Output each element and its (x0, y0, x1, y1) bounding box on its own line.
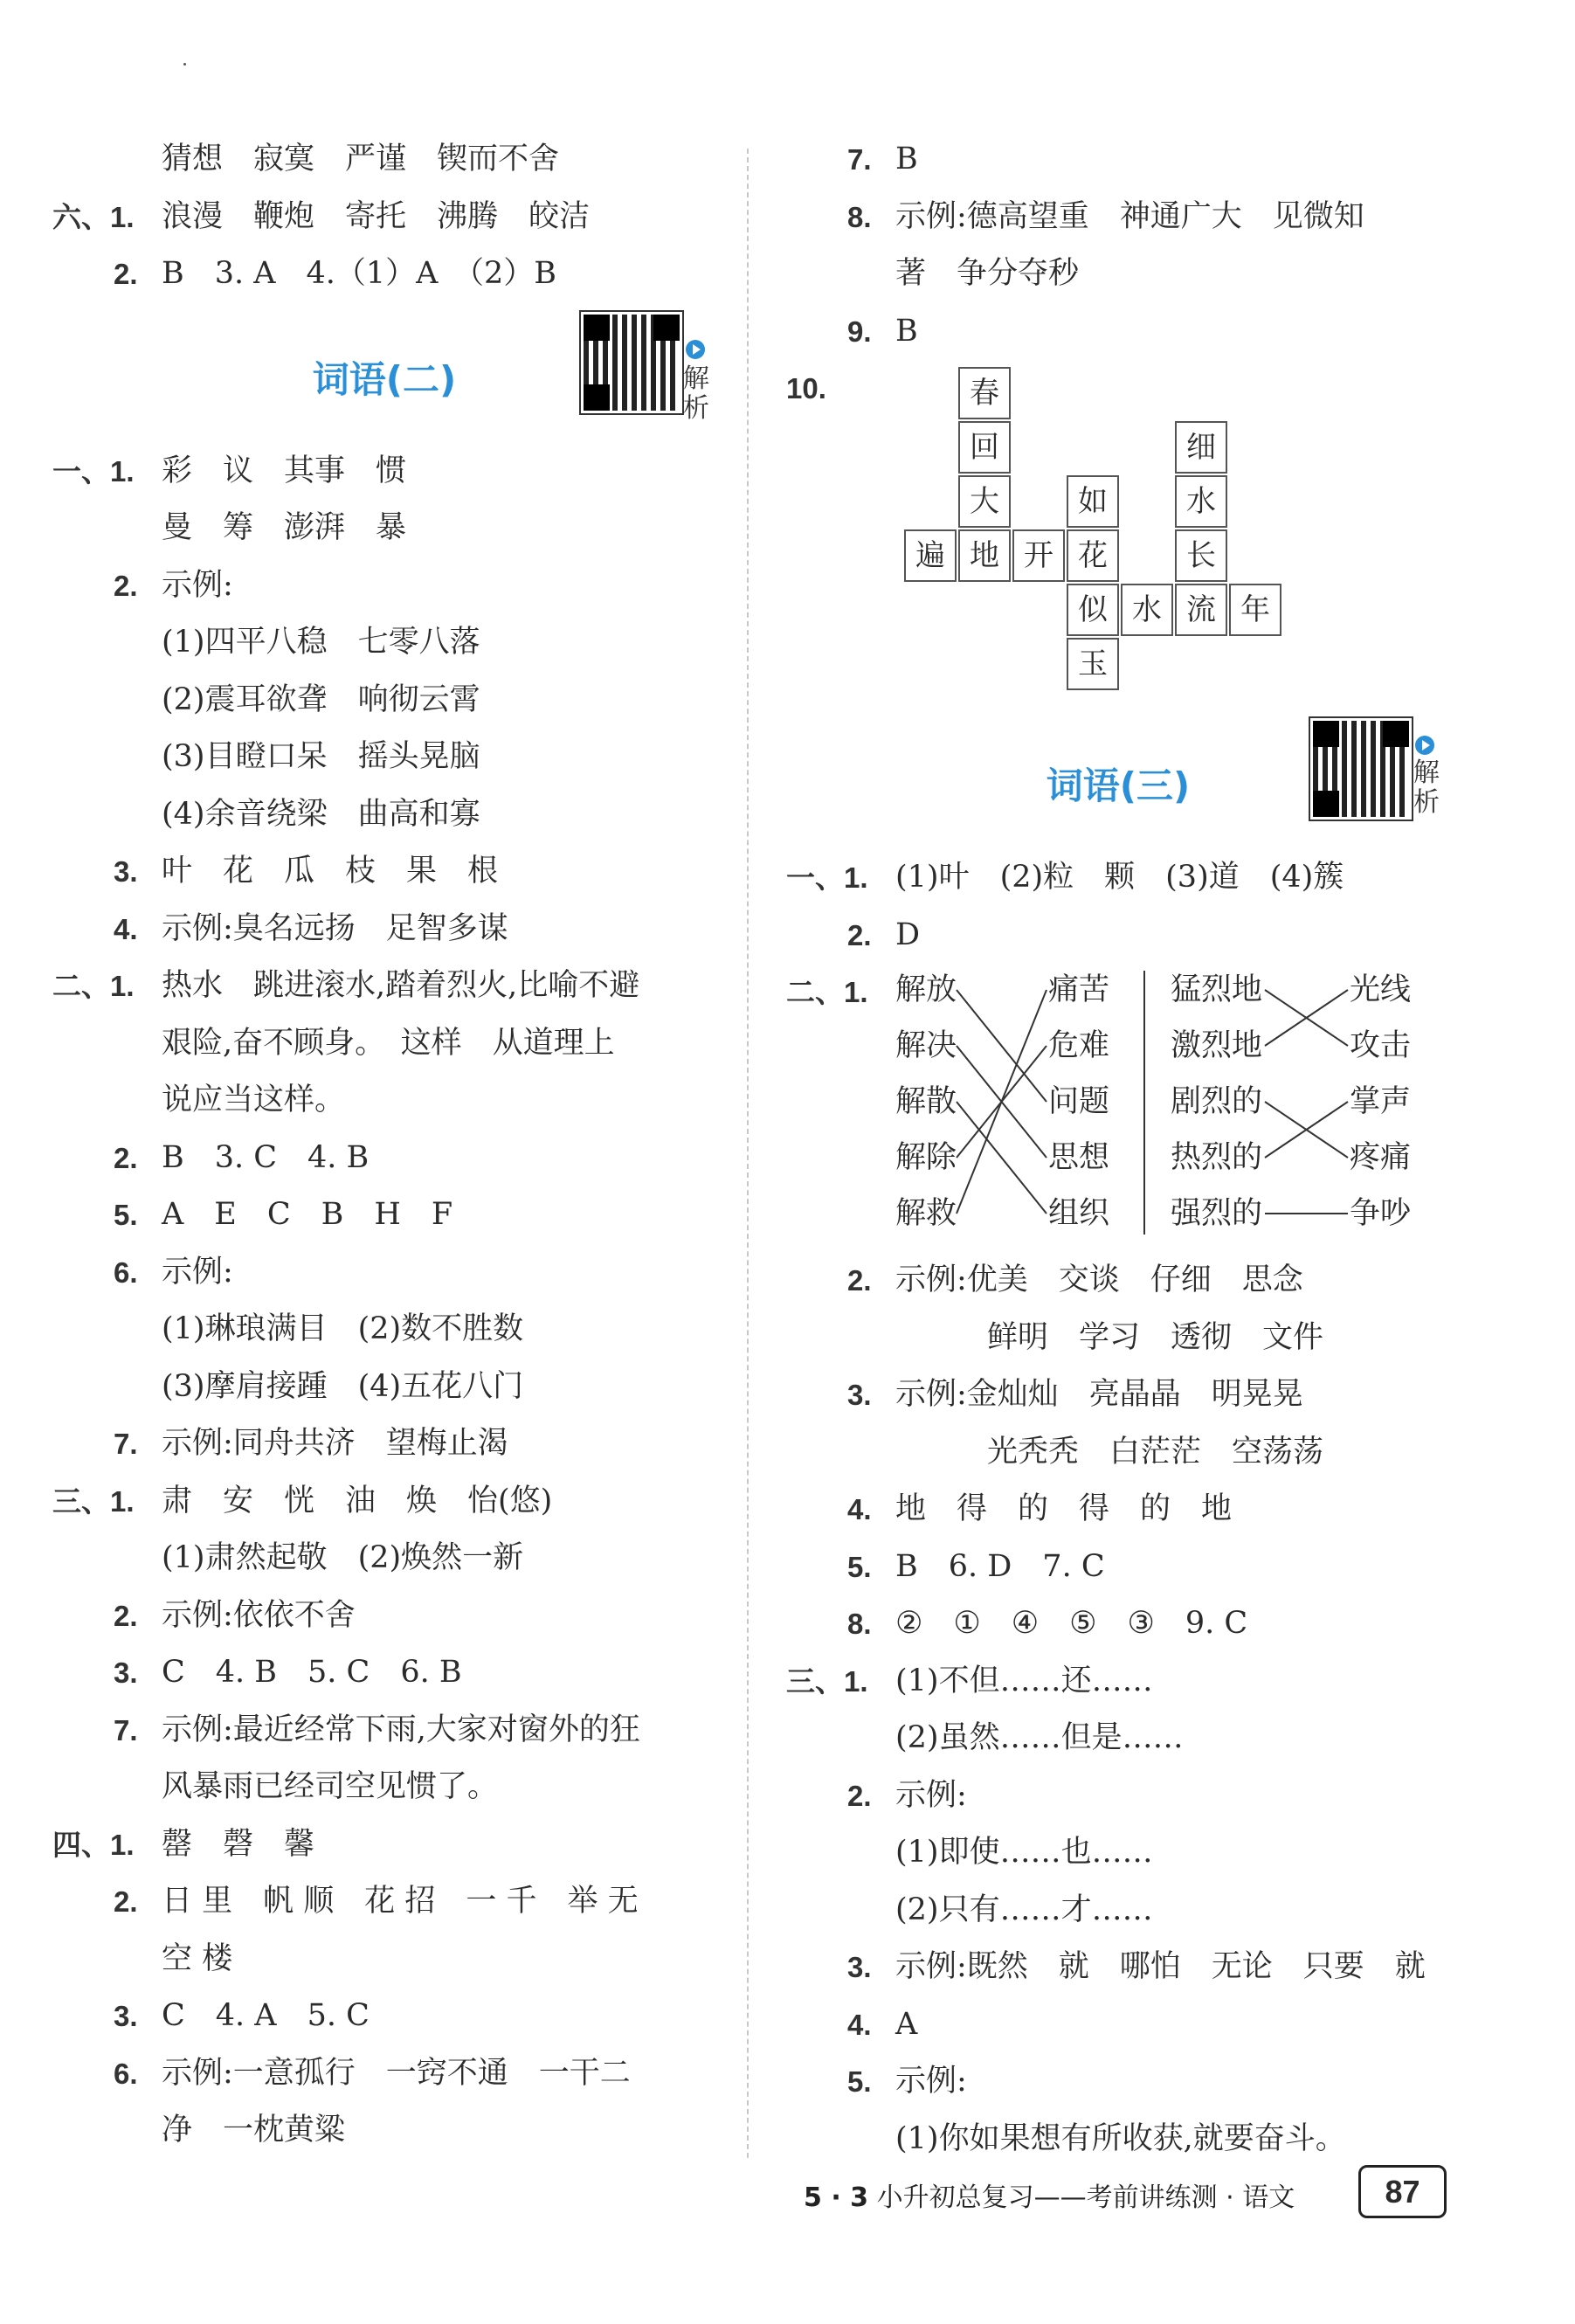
answer-text: 罄 磬 馨 (162, 1826, 315, 1862)
answer-line (52, 672, 716, 730)
left-top-answers (52, 131, 716, 303)
answer-text: 示例:臭名远扬 足智多谋 (162, 910, 508, 946)
answer-text: 示例: (895, 2064, 967, 2099)
word-matching (786, 964, 1450, 1252)
answer-text: 日 里 帆 顺 花 招 一 千 举 无 (162, 1884, 639, 1919)
question-number: 2. (114, 569, 138, 602)
right-answer-list-a (786, 849, 1450, 964)
answer-line (786, 1595, 1450, 1653)
answer-line (786, 1882, 1450, 1940)
crossword-cell: 回 (958, 421, 1011, 474)
match-line (957, 990, 1047, 1214)
answer-line (52, 2102, 716, 2160)
answer-text: (1)叶 (2)粒 颗 (3)道 (4)簇 (895, 860, 1344, 895)
answer-line (786, 2053, 1450, 2111)
crossword-puzzle (786, 360, 1450, 709)
play-icon (1415, 736, 1434, 755)
answer-text: (2)虽然……但是…… (895, 1720, 1184, 1755)
answer-text: (1)不但……还…… (895, 1663, 1153, 1698)
question-number: 三、1. (786, 1664, 868, 1698)
left-answer-list (52, 443, 716, 2160)
question-number: 3. (114, 2000, 138, 2032)
answer-text: 示例:优美 交谈 仔细 思念 (895, 1262, 1303, 1297)
question-number: 6. (114, 1255, 138, 1289)
question-number: 5. (847, 2065, 872, 2098)
crossword-cell: 如 (1067, 475, 1119, 528)
crossword-cell: 春 (958, 367, 1011, 419)
match-word: 问题 (1048, 1084, 1110, 1119)
answer-line (786, 1653, 1450, 1711)
qr-label: 解析 (1413, 757, 1440, 818)
match-word: 危难 (1048, 1028, 1110, 1063)
answer-line (52, 2045, 716, 2103)
match-line (957, 990, 1047, 1102)
match-word: 攻击 (1350, 1028, 1412, 1063)
answer-text: 示例: (162, 1254, 233, 1290)
answer-text: (1)琳琅满目 (2)数不胜数 (162, 1311, 524, 1346)
match-word: 痛苦 (1048, 972, 1110, 1007)
answer-line (52, 1130, 716, 1187)
answer-text: 净 一枕黄粱 (162, 2113, 346, 2148)
match-word: 掌声 (1350, 1084, 1412, 1119)
answer-text: (1)肃然起敬 (2)焕然一新 (162, 1540, 524, 1575)
answer-text: B 3. C 4. B (162, 1139, 370, 1175)
question-number: 2. (847, 1264, 872, 1297)
crossword-cell: 玉 (1067, 638, 1119, 690)
question-number: 3. (847, 1379, 872, 1411)
question-number: 一、1. (52, 454, 135, 488)
crossword-cell: 开 (1012, 529, 1065, 582)
answer-line (52, 1244, 716, 1302)
answer-text: 示例: (162, 567, 233, 603)
answer-text: (2)只有……才…… (895, 1892, 1153, 1927)
match-word: 解救 (895, 1196, 957, 1231)
answer-text: A (895, 2006, 918, 2042)
answer-text: 叶 花 瓜 枝 果 根 (162, 854, 499, 889)
answer-text: (1)你如果想有所收获,就要奋斗。 (895, 2120, 1346, 2156)
answer-line (52, 1587, 716, 1645)
question-number: 7. (847, 143, 872, 176)
crossword-cell: 地 (958, 529, 1011, 582)
answer-text: (1)四平八稳 七零八落 (162, 625, 480, 660)
crossword-cell: 流 (1175, 584, 1227, 636)
question-number: 3. (847, 1951, 872, 1983)
answer-line (786, 246, 1450, 303)
right-column (786, 131, 1450, 2168)
answer-text: (4)余音绕梁 曲高和寡 (162, 796, 480, 832)
match-word: 组织 (1048, 1196, 1110, 1231)
answer-line (52, 1015, 716, 1073)
answer-text: ② ① ④ ⑤ ③ 9. C (895, 1606, 1248, 1641)
question-number: 一、1. (786, 861, 868, 894)
question-number: 二、1. (52, 970, 135, 1002)
answer-text: (3)摩肩接踵 (4)五花八门 (162, 1368, 524, 1404)
answer-line (786, 1996, 1450, 2054)
answer-line (52, 246, 716, 303)
answer-line (786, 849, 1450, 907)
answer-line (52, 1988, 716, 2045)
answer-line (52, 131, 716, 189)
question-number: 3. (114, 1657, 138, 1689)
section-header-3 (786, 709, 1450, 849)
answer-line (786, 1252, 1450, 1310)
answer-line (52, 1415, 716, 1473)
answer-text: 空 楼 (162, 1940, 233, 1976)
question-number: 8. (847, 200, 872, 233)
match-word: 猛烈地 (1171, 972, 1263, 1007)
page-number: 87 (1358, 2165, 1447, 2218)
answer-line (52, 1473, 716, 1531)
crossword-cell: 大 (958, 475, 1011, 528)
answer-text: 示例:依依不舍 (162, 1597, 356, 1633)
answer-line (52, 500, 716, 557)
qr-code-icon[interactable] (581, 312, 682, 413)
answer-text: 说应当这样。 (162, 1082, 346, 1117)
answer-line (52, 901, 716, 958)
answer-text: 地 得 的 得 的 地 (895, 1491, 1233, 1526)
answer-line (52, 1301, 716, 1359)
answer-text: 光秃秃 白茫茫 空荡荡 (895, 1434, 1324, 1470)
match-word: 思想 (1048, 1140, 1110, 1175)
answer-line (786, 303, 1450, 361)
answer-text: 浪漫 鞭炮 寄托 沸腾 皎洁 (162, 198, 591, 234)
crossword-cell: 水 (1175, 475, 1227, 528)
question-number: 2. (114, 1599, 138, 1632)
answer-text: 曼 筹 澎湃 暴 (162, 510, 407, 545)
qr-code-icon[interactable] (1310, 718, 1412, 820)
question-number: 四、1. (52, 1828, 135, 1861)
answer-line (52, 1931, 716, 1989)
crossword-cell: 似 (1067, 584, 1119, 636)
answer-text: 彩 议 其事 惯 (162, 453, 407, 488)
answer-line (52, 843, 716, 901)
answer-text: D (895, 916, 921, 952)
answer-line (786, 1824, 1450, 1882)
qr-label: 解析 (683, 363, 709, 424)
answer-text: C 4. B 5. C 6. B (162, 1655, 462, 1690)
answer-text: (3)目瞪口呆 摇头晃脑 (162, 739, 480, 774)
match-label: 二、1. (786, 976, 868, 1008)
section-title: 词语(二) (312, 357, 457, 401)
question-number: 6. (114, 2057, 138, 2090)
answer-line (786, 1767, 1450, 1825)
footer (804, 2175, 1295, 2214)
crossword-cell: 年 (1229, 584, 1281, 636)
answer-line (786, 1366, 1450, 1424)
question-number: 4. (847, 2008, 872, 2041)
match-word: 解除 (895, 1140, 957, 1175)
question-number: 4. (114, 912, 138, 945)
answer-text: 示例: (895, 1777, 967, 1813)
answer-text: 示例:最近经常下雨,大家对窗外的狂 (162, 1712, 640, 1747)
section-title: 词语(三) (1046, 764, 1191, 807)
question-number: 2. (114, 1885, 138, 1918)
answer-text: 示例:德高望重 神通广大 见微知 (895, 198, 1364, 234)
answer-text: 艰险,奋不顾身。 这样 从道理上 (162, 1025, 615, 1061)
answer-text: A E C B H F (162, 1197, 453, 1232)
right-top-answers (786, 131, 1450, 360)
match-word: 剧烈的 (1171, 1084, 1263, 1119)
answer-text: 猜想 寂寞 严谨 锲而不舍 (162, 142, 560, 176)
answer-text: (1)即使……也…… (895, 1835, 1153, 1870)
book-title: 小升初总复习——考前讲练测 · 语文 (876, 2182, 1295, 2213)
crossword-cell: 花 (1067, 529, 1119, 582)
answer-line (52, 786, 716, 844)
crossword-cell: 水 (1121, 584, 1173, 636)
answer-text: B 3. A 4.（1）A （2）B (162, 256, 556, 291)
crossword-cell: 遍 (904, 529, 957, 582)
answer-line (786, 189, 1450, 246)
scan-dot (183, 63, 186, 66)
answer-text: 示例:同舟共济 望梅止渴 (162, 1426, 508, 1461)
match-word: 疼痛 (1350, 1140, 1412, 1175)
answer-line (786, 2111, 1450, 2168)
match-lines (786, 964, 1450, 1252)
answer-text: 著 争分夺秒 (895, 256, 1080, 291)
answer-line (52, 1873, 716, 1931)
answer-line (52, 1702, 716, 1760)
left-column (52, 131, 716, 2160)
answer-line (52, 443, 716, 501)
match-word: 解放 (895, 972, 957, 1007)
question-number: 5. (114, 1199, 138, 1231)
answer-line (52, 1072, 716, 1130)
answer-line (786, 1424, 1450, 1482)
question-number: 9. (847, 315, 872, 348)
match-word: 争吵 (1350, 1196, 1412, 1231)
answer-line (52, 1644, 716, 1702)
question-number: 3. (114, 855, 138, 888)
answer-line (52, 189, 716, 246)
answer-text: B 6. D 7. C (895, 1548, 1105, 1584)
question-number: 三、1. (52, 1484, 135, 1518)
answer-line (52, 557, 716, 615)
column-divider (747, 149, 749, 2158)
question-number: 2. (114, 1141, 138, 1174)
answer-text: 示例:既然 就 哪怕 无论 只要 就 (895, 1949, 1426, 1984)
question-number: 4. (847, 1493, 872, 1525)
answer-line (52, 1816, 716, 1874)
play-icon (686, 340, 705, 359)
question-number: 8. (847, 1608, 872, 1640)
answer-text: (2)震耳欲聋 响彻云霄 (162, 681, 480, 717)
question-number: 2. (847, 1779, 872, 1812)
answer-line (52, 729, 716, 786)
answer-text: 热水 跳进滚水,踏着烈火,比喻不避 (162, 968, 640, 1003)
answer-text: B (895, 142, 918, 176)
question-number: 2. (114, 258, 138, 290)
match-line (957, 1102, 1047, 1214)
question-number: 2. (847, 918, 872, 951)
right-answer-list-b (786, 1252, 1450, 2168)
answer-line (786, 131, 1450, 189)
match-word: 解散 (895, 1084, 957, 1119)
answer-line (52, 1530, 716, 1587)
answer-text: 鲜明 学习 透彻 文件 (895, 1319, 1324, 1355)
answer-line (52, 1359, 716, 1416)
crossword-cell: 细 (1175, 421, 1227, 474)
answer-line (786, 1539, 1450, 1596)
brand: 5 · 3 (804, 2182, 869, 2213)
answer-text: C 4. A 5. C (162, 1998, 370, 2033)
answer-line (52, 958, 716, 1015)
answer-line (786, 1481, 1450, 1539)
match-word: 热烈的 (1171, 1140, 1263, 1175)
answer-text: 风暴雨已经司空见惯了。 (162, 1769, 499, 1804)
answer-line (52, 1186, 716, 1244)
answer-text: 示例:金灿灿 亮晶晶 明晃晃 (895, 1377, 1303, 1412)
match-word: 光线 (1350, 972, 1412, 1007)
answer-text: 示例:一意孤行 一窍不通 一干二 (162, 2055, 631, 2091)
crossword-label: 10. (786, 372, 826, 405)
match-word: 激烈地 (1171, 1028, 1263, 1063)
answer-line (786, 1939, 1450, 1996)
answer-line (786, 1310, 1450, 1367)
section-header-2 (52, 303, 716, 443)
question-number: 5. (847, 1550, 872, 1583)
answer-line (786, 1710, 1450, 1767)
answer-line (52, 614, 716, 672)
question-number: 六、1. (52, 200, 135, 233)
answer-line (786, 907, 1450, 965)
crossword-cell: 长 (1175, 529, 1227, 582)
answer-line (52, 1759, 716, 1816)
answer-text: 肃 安 恍 油 焕 怡(悠) (162, 1483, 553, 1518)
question-number: 7. (114, 1428, 138, 1460)
question-number: 7. (114, 1713, 138, 1746)
match-word: 强烈的 (1171, 1196, 1263, 1231)
answer-text: B (895, 313, 918, 349)
match-word: 解决 (895, 1028, 957, 1063)
